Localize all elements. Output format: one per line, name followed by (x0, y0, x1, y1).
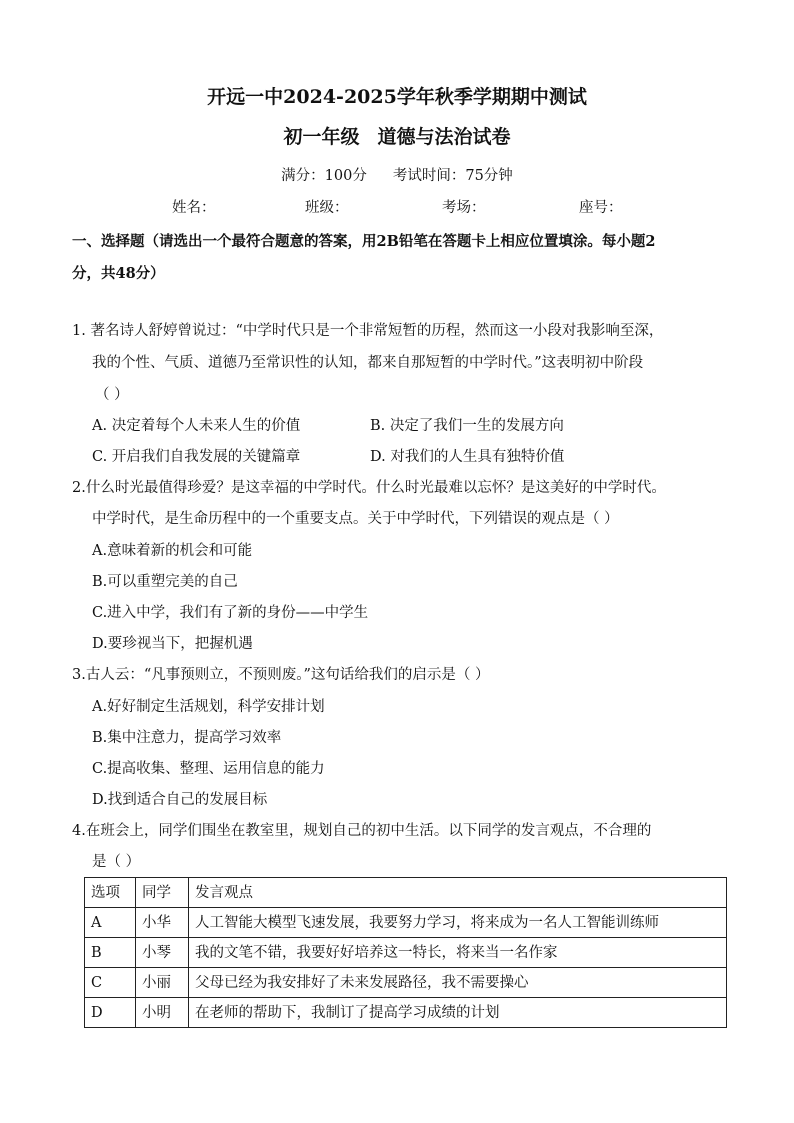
table-cell-opinion: 在老师的帮助下，我制订了提高学习成绩的计划 (189, 998, 727, 1028)
q4-opinion-table (84, 877, 727, 1028)
exam-meta (0, 166, 794, 186)
q2-stem-line1: 2.什么时光最值得珍爱？是这幸福的中学时代。什么时光最难以忘怀？是这美好的中学时代。 (72, 480, 666, 496)
q3-stem-line1: 3.古人云：“凡事预则立，不预则废。”这句话给我们的启示是（ ） (72, 667, 490, 683)
q4-stem-line2: 是（ ） (92, 854, 141, 870)
table-header-cell: 同学 (136, 878, 189, 908)
table-cell-student: 小明 (136, 998, 189, 1028)
table-cell-student: 小丽 (136, 968, 189, 998)
section-heading-line1: 一、选择题（请选出一个最符合题意的答案，用2B铅笔在答题卡上相应位置填涂。每小题2 (72, 233, 656, 250)
q1-option-a: A. 决定着每个人未来人生的价值 (92, 418, 301, 434)
grade-label: 初一年级 (283, 126, 360, 148)
table-cell-option: D (85, 998, 136, 1028)
q3-option-c: C.提高收集、整理、运用信息的能力 (92, 761, 325, 777)
table-header-row (85, 878, 727, 908)
table-cell-option: A (85, 908, 136, 938)
q3-option-a: A.好好制定生活规划，科学安排计划 (92, 699, 325, 715)
table-cell-opinion: 我的文笔不错，我要好好培养这一特长，将来当一名作家 (189, 938, 727, 968)
q2-option-c: C.进入中学，我们有了新的身份——中学生 (92, 605, 369, 621)
table-row (85, 938, 727, 968)
name-field-label: 姓名： (172, 200, 216, 216)
table-header-cell: 选项 (85, 878, 136, 908)
seat-field-label: 座号： (579, 200, 623, 216)
q3-option-d: D.找到适合自己的发展目标 (92, 792, 268, 808)
table-cell-student: 小华 (136, 908, 189, 938)
q1-option-b: B. 决定了我们一生的发展方向 (370, 418, 564, 434)
q1-option-d: D. 对我们的人生具有独特价值 (370, 449, 565, 465)
room-field-label: 考场： (442, 200, 486, 216)
q2-option-a: A.意味着新的机会和可能 (92, 543, 253, 559)
table-row (85, 968, 727, 998)
table-row (85, 998, 727, 1028)
exam-subtitle (0, 124, 794, 150)
q2-option-d: D.要珍视当下，把握机遇 (92, 636, 253, 652)
table-row (85, 908, 727, 938)
q1-answer-paren: （ ） (95, 387, 129, 403)
table-cell-student: 小琴 (136, 938, 189, 968)
q1-stem-line1: 1. 著名诗人舒婷曾说过：“中学时代只是一个非常短暂的历程，然而这一小段对我影响至深， (72, 323, 664, 339)
q1-stem-line2: 我的个性、气质、道德乃至常识性的认知，都来自那短暂的中学时代。”这表明初中阶段 (92, 355, 644, 371)
table-cell-option: C (85, 968, 136, 998)
q1-option-c: C. 开启我们自我发展的关键篇章 (92, 449, 301, 465)
full-score: 满分：100分 (281, 168, 367, 184)
table-cell-opinion: 父母已经为我安排好了未来发展路径，我不需要操心 (189, 968, 727, 998)
table-cell-option: B (85, 938, 136, 968)
exam-title: 开远一中2024-2025学年秋季学期期中测试 (207, 86, 587, 108)
exam-time: 考试时间：75分钟 (392, 168, 513, 184)
q4-stem-line1: 4.在班会上，同学们围坐在教室里，规划自己的初中生活。以下同学的发言观点，不合理的 (72, 823, 652, 839)
subject-label: 道德与法治试卷 (377, 126, 511, 148)
section-heading (72, 226, 732, 290)
q3-option-b: B.集中注意力，提高学习效率 (92, 730, 282, 746)
q2-option-b: B.可以重塑完美的自己 (92, 574, 238, 590)
section-heading-line2: 分，共48分） (72, 265, 165, 282)
q2-stem-line2: 中学时代，是生命历程中的一个重要支点。关于中学时代，下列错误的观点是（ ） (92, 511, 619, 527)
table-cell-opinion: 人工智能大模型飞速发展，我要努力学习，将来成为一名人工智能训练师 (189, 908, 727, 938)
table-header-cell: 发言观点 (189, 878, 727, 908)
class-field-label: 班级： (305, 200, 349, 216)
